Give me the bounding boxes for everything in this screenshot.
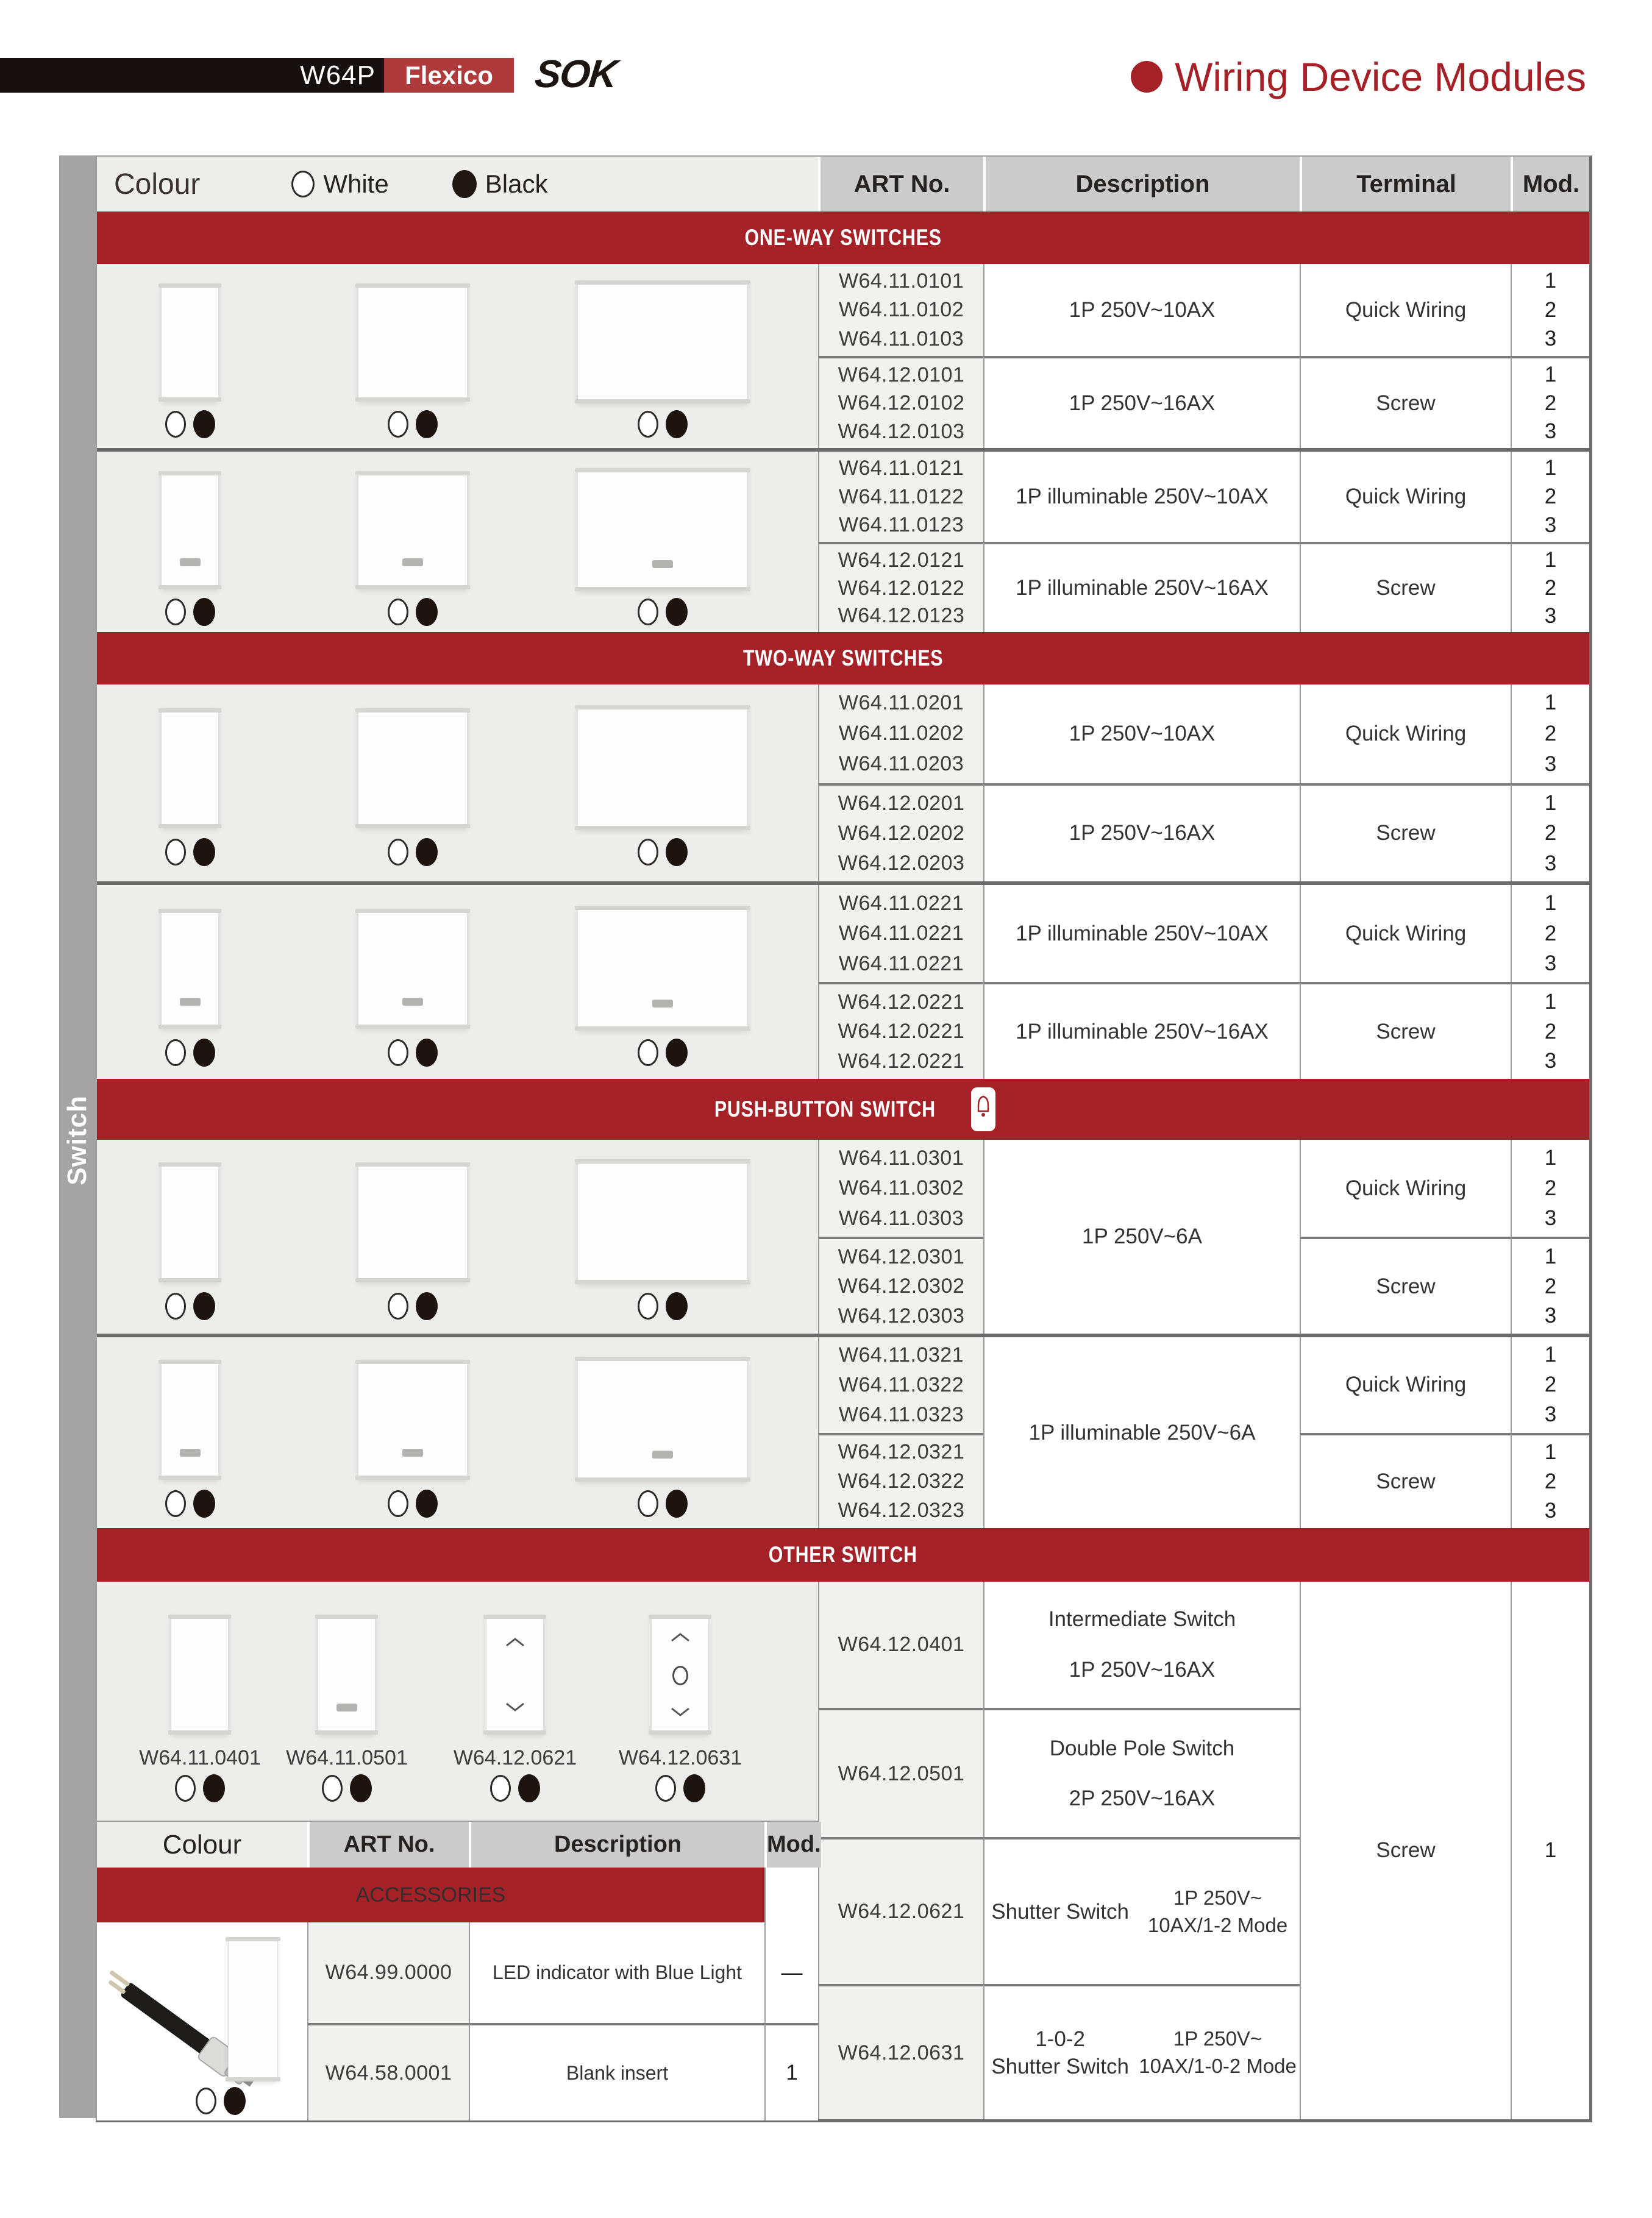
colour-options (638, 838, 688, 866)
art-cell: W64.12.0631 (818, 1984, 983, 2119)
terminal-cell: Quick Wiring (1300, 264, 1511, 356)
terminal-cell: Screw (1300, 1433, 1511, 1529)
blank-insert-image (228, 1938, 278, 2081)
mod-cell: 1 2 3 (1511, 1337, 1589, 1433)
section-title: ACCESSORIES (355, 1883, 506, 1907)
white-colour-icon (638, 599, 658, 625)
white-colour-icon (165, 839, 186, 866)
terminal-cell: Quick Wiring (1300, 1337, 1511, 1433)
switch-2mod-illuminable-image (358, 472, 468, 589)
description-cell: 1P illuminable 250V~6A (983, 1337, 1300, 1528)
art-cell: W64.12.0121 W64.12.0122 W64.12.0123 (818, 542, 983, 632)
col-header-mod: Mod. (1513, 157, 1589, 211)
section-band-two-way (97, 632, 1589, 684)
series-name: Flexico (405, 60, 493, 90)
description-cell: 1P 250V~16AX (983, 356, 1300, 448)
mod-cell: 1 2 3 (1511, 1237, 1589, 1334)
description-cell: 1P 250V~16AX (983, 783, 1300, 882)
white-colour-icon (638, 1293, 658, 1320)
white-colour-icon (655, 1775, 676, 1802)
black-colour-icon (193, 1039, 215, 1067)
colour-options (638, 1490, 688, 1518)
description-cell: 1P 250V~6A (983, 1140, 1300, 1334)
colour-options (388, 598, 438, 626)
section-title: TWO-WAY SWITCHES (742, 645, 944, 670)
colour-legend-cell (97, 157, 818, 211)
row-group (97, 1334, 1589, 1528)
spec-rows (818, 885, 1589, 1079)
white-colour-icon (165, 1490, 186, 1517)
art-cell: W64.11.0321 W64.11.0322 W64.11.0323 (818, 1337, 983, 1433)
colour-options (388, 1490, 438, 1518)
terminal-cell: Screw (1300, 982, 1511, 1079)
product-label: W64.11.0401 (139, 1746, 261, 1769)
art-cell: W64.12.0301 W64.12.0302 W64.12.0303 (818, 1237, 983, 1334)
colour-options (165, 1039, 215, 1067)
description-cell: 1-0-2 Shutter Switch 1P 250V~ 10AX/1-0-2 Mode (983, 1984, 1300, 2119)
black-colour-icon (416, 598, 438, 626)
black-colour-icon (416, 1292, 438, 1320)
page-title-text: Wiring Device Modules (1175, 54, 1586, 99)
col-header-art: ART No. (821, 157, 983, 211)
product-images (97, 264, 818, 448)
colour-options (165, 598, 215, 626)
white-colour-icon (638, 1490, 658, 1517)
art-cell: W64.11.0301 W64.11.0302 W64.11.0303 (818, 1140, 983, 1237)
description-cell: 1P illuminable 250V~16AX (983, 542, 1300, 632)
white-colour-icon (388, 599, 408, 625)
white-colour-icon (638, 1039, 658, 1066)
switch-3mod-image (577, 281, 748, 403)
section-band-accessories (97, 1868, 818, 1922)
art-cell: W64.11.0221 W64.11.0221 W64.11.0221 (818, 885, 983, 982)
section-title: PUSH-BUTTON SWITCH (714, 1097, 936, 1121)
colour-options (388, 1292, 438, 1320)
switch-1mod-image (161, 284, 219, 401)
section-band-one-way (97, 211, 1589, 264)
product-code-bar (0, 58, 384, 93)
colour-options (655, 1774, 705, 1802)
push-button-3mod-image (577, 1160, 748, 1284)
art-cell: W64.12.0621 (818, 1837, 983, 1984)
spec-rows (818, 452, 1589, 632)
art-cell: W64.58.0001 (307, 2023, 469, 2120)
col-header-description: Description (471, 1822, 764, 1868)
colour-options (388, 838, 438, 866)
colour-options (165, 1292, 215, 1320)
terminal-cell: Screw (1300, 1582, 1511, 2119)
white-colour-icon (638, 839, 658, 866)
colour-label: Colour (114, 168, 201, 201)
row-group (97, 264, 1589, 448)
switch-2mod-image (358, 709, 468, 828)
series-badge (384, 58, 514, 93)
product-code: W64P (300, 60, 376, 90)
white-colour-icon (388, 1039, 408, 1066)
product-images (97, 1140, 818, 1334)
switch-3mod-illuminable-image (577, 469, 748, 591)
black-colour-icon (666, 1039, 688, 1067)
mod-cell: 1 (764, 2023, 818, 2120)
row-group (97, 448, 1589, 632)
shutter-switch-image (486, 1615, 544, 1734)
white-colour-icon (388, 1293, 408, 1320)
white-colour-icon (291, 171, 315, 197)
accessories-table (97, 1821, 821, 2119)
push-button-2mod-illuminable-image (358, 1360, 468, 1479)
black-colour-icon (350, 1774, 372, 1802)
colour-options (165, 1490, 215, 1518)
spec-rows (818, 1337, 1589, 1528)
black-colour-icon (666, 1490, 688, 1518)
colour-options (196, 2087, 246, 2115)
section-title: OTHER SWITCH (768, 1542, 918, 1567)
bell-icon (970, 1087, 996, 1132)
push-button-1mod-image (161, 1163, 219, 1282)
white-colour-icon (165, 411, 186, 438)
row-group (97, 1140, 1589, 1334)
description-cell: 1P illuminable 250V~10AX (983, 452, 1300, 542)
row-group (97, 684, 1589, 881)
black-colour-icon (666, 1292, 688, 1320)
col-header-colour: Colour (97, 1822, 307, 1868)
mod-cell: 1 2 3 (1511, 1433, 1589, 1529)
white-label: White (323, 169, 389, 198)
white-colour-icon (175, 1775, 196, 1802)
product-label: W64.11.0501 (286, 1746, 408, 1769)
colour-options (322, 1774, 372, 1802)
product-images (97, 684, 818, 881)
black-colour-icon (416, 1039, 438, 1067)
white-colour-icon (165, 1039, 186, 1066)
terminal-cell: Screw (1300, 1237, 1511, 1334)
product-images (97, 1337, 818, 1528)
col-header-terminal: Terminal (1302, 157, 1511, 211)
colour-options (638, 410, 688, 438)
black-colour-icon (416, 1490, 438, 1518)
accessories-rows (97, 1922, 818, 2120)
col-header-art: ART No. (310, 1822, 469, 1868)
black-colour-icon (666, 598, 688, 626)
description-cell: Blank insert (469, 2023, 764, 2120)
colour-options (638, 598, 688, 626)
art-cell: W64.99.0000 (307, 1922, 469, 2023)
mod-cell: 1 2 3 (1511, 452, 1589, 542)
product-table (96, 155, 1592, 2122)
black-label: Black (485, 169, 548, 198)
black-colour-icon (452, 170, 477, 198)
row-group (97, 881, 1589, 1079)
art-cell: W64.12.0101 W64.12.0102 W64.12.0103 (818, 356, 983, 448)
white-colour-icon (638, 411, 658, 438)
black-colour-icon (224, 2087, 246, 2115)
black-colour-icon (193, 410, 215, 438)
switch-1mod-illuminable-image (161, 909, 219, 1028)
switch-2mod-illuminable-image (358, 909, 468, 1028)
art-cell: W64.11.0121 W64.11.0122 W64.11.0123 (818, 452, 983, 542)
product-label: W64.12.0631 (618, 1746, 742, 1769)
push-button-1mod-illuminable-image (161, 1360, 219, 1479)
section-band-other (97, 1528, 1589, 1582)
stop-position-icon (672, 1666, 688, 1685)
product-label: W64.12.0621 (453, 1746, 577, 1769)
art-cell: W64.12.0501 (818, 1708, 983, 1837)
terminal-cell: Quick Wiring (1300, 684, 1511, 783)
description-cell: 1P illuminable 250V~10AX (983, 885, 1300, 982)
colour-options (165, 410, 215, 438)
spec-rows (818, 684, 1589, 881)
section-band-push-button (97, 1079, 1589, 1140)
accessory-images (97, 1922, 307, 2120)
black-colour-icon (203, 1774, 225, 1802)
black-colour-icon (193, 598, 215, 626)
white-colour-icon (196, 2088, 216, 2114)
white-colour-icon (322, 1775, 343, 1802)
switch-3mod-illuminable-image (577, 906, 748, 1030)
shutter-switch-102-image (651, 1615, 709, 1734)
terminal-cell: Screw (1300, 356, 1511, 448)
description-cell: LED indicator with Blue Light (469, 1922, 764, 2023)
other-switch-rows (818, 1582, 1589, 2119)
section-title: ONE-WAY SWITCHES (744, 225, 942, 250)
colour-options (638, 1292, 688, 1320)
description-cell: 1P 250V~10AX (983, 264, 1300, 356)
colour-options (175, 1774, 225, 1802)
art-cell: W64.11.0101 W64.11.0102 W64.11.0103 (818, 264, 983, 356)
mod-cell: 1 (1511, 1582, 1589, 2119)
white-colour-icon (388, 411, 408, 438)
brand-logo: SOK (533, 52, 619, 96)
mod-cell: 1 2 3 (1511, 982, 1589, 1079)
colour-options (165, 838, 215, 866)
spec-rows (818, 1140, 1589, 1334)
black-colour-icon (193, 1292, 215, 1320)
terminal-cell: Screw (1300, 542, 1511, 632)
mod-cell: 1 2 3 (1511, 1140, 1589, 1237)
switch-1mod-illuminable-image (161, 472, 219, 589)
description-cell: Double Pole Switch 2P 250V~16AX (983, 1708, 1300, 1837)
black-colour-icon (193, 838, 215, 866)
art-cell: W64.12.0321 W64.12.0322 W64.12.0323 (818, 1433, 983, 1529)
bullet-icon (1131, 61, 1162, 93)
switch-1mod-image (161, 709, 219, 828)
terminal-cell: Quick Wiring (1300, 452, 1511, 542)
description-cell: Intermediate Switch 1P 250V~16AX (983, 1582, 1300, 1708)
colour-options (388, 410, 438, 438)
category-sidebar (59, 155, 96, 2118)
art-cell: W64.12.0401 (818, 1582, 983, 1708)
art-cell: W64.11.0201 W64.11.0202 W64.11.0203 (818, 684, 983, 783)
product-images (97, 885, 818, 1079)
push-button-3mod-illuminable-image (577, 1357, 748, 1481)
colour-options (490, 1774, 540, 1802)
black-colour-icon (416, 410, 438, 438)
mod-cell: 1 2 3 (1511, 783, 1589, 882)
terminal-cell: Quick Wiring (1300, 1140, 1511, 1237)
white-colour-icon (388, 1490, 408, 1517)
colour-legend (97, 168, 818, 201)
art-cell: W64.12.0201 W64.12.0202 W64.12.0203 (818, 783, 983, 882)
product-images (97, 452, 818, 632)
white-colour-icon (165, 599, 186, 625)
mod-cell: 1 2 3 (1511, 264, 1589, 356)
black-colour-icon (416, 838, 438, 866)
accessories-header-row (97, 1822, 821, 1868)
push-button-2mod-image (358, 1163, 468, 1282)
switch-3mod-image (577, 706, 748, 830)
col-header-mod: Mod. (767, 1822, 821, 1868)
terminal-cell: Screw (1300, 783, 1511, 882)
page-title (1131, 54, 1586, 100)
switch-2mod-image (358, 284, 468, 401)
mod-cell: 1 2 3 (1511, 885, 1589, 982)
mod-cell: 1 2 3 (1511, 356, 1589, 448)
white-colour-icon (388, 839, 408, 866)
table-header-row (97, 157, 1589, 211)
description-cell: 1P 250V~10AX (983, 684, 1300, 783)
mod-cell: — (764, 1922, 818, 2023)
black-colour-icon (518, 1774, 540, 1802)
other-switch-images (97, 1582, 818, 1821)
terminal-cell: Quick Wiring (1300, 885, 1511, 982)
black-colour-icon (666, 410, 688, 438)
description-cell: 1P illuminable 250V~16AX (983, 982, 1300, 1079)
white-colour-icon (490, 1775, 511, 1802)
col-header-description: Description (986, 157, 1300, 211)
spec-rows (818, 264, 1589, 448)
double-pole-switch-image (318, 1615, 376, 1734)
colour-options (638, 1039, 688, 1067)
black-colour-icon (683, 1774, 705, 1802)
colour-options (388, 1039, 438, 1067)
art-cell: W64.12.0221 W64.12.0221 W64.12.0221 (818, 982, 983, 1079)
white-colour-icon (165, 1293, 186, 1320)
intermediate-switch-image (171, 1615, 229, 1734)
category-label: Switch (62, 1095, 92, 1185)
mod-cell: 1 2 3 (1511, 542, 1589, 632)
empty-cell (764, 1868, 818, 1922)
description-cell: Shutter Switch 1P 250V~ 10AX/1-2 Mode (983, 1837, 1300, 1984)
black-colour-icon (193, 1490, 215, 1518)
black-colour-icon (666, 838, 688, 866)
mod-cell: 1 2 3 (1511, 684, 1589, 783)
